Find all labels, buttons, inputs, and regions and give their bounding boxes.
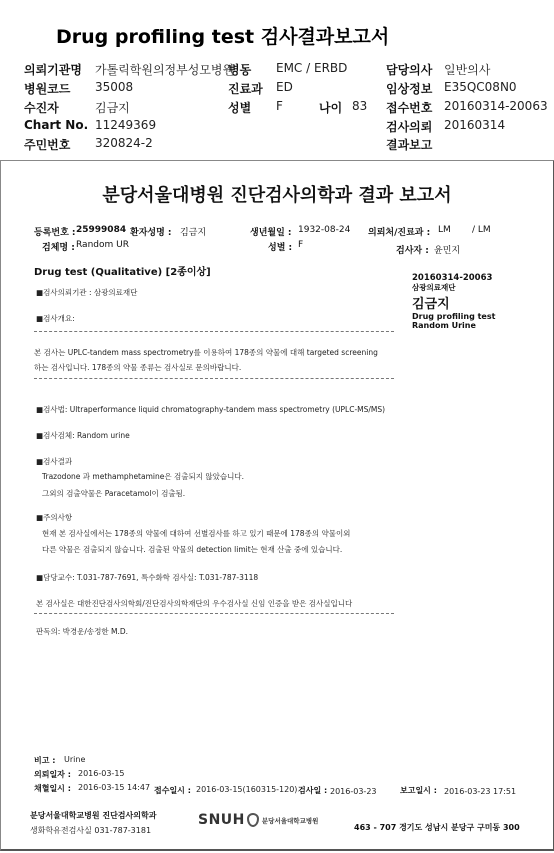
notes-heading: ■주의사항 <box>36 513 73 522</box>
dept-label: 의뢰처/진료과 : <box>368 228 431 238</box>
overview-line: 본 검사는 UPLC-tandem mass spectrometry를 이용하여 178종의 약물에 대해 targeted screening <box>34 348 378 357</box>
patient-label: 환자성명 : <box>130 228 172 238</box>
field-value: 11249369 <box>95 118 157 132</box>
field-value: E35QC08N0 <box>444 80 517 94</box>
logo-text: SNUH <box>198 812 245 828</box>
collect-value: 2016-03-15 14:47 <box>78 783 151 792</box>
receive-value: 2016-03-15(160315-120) <box>196 785 298 794</box>
field-label: 검사의뢰 <box>386 120 433 134</box>
patient-value: 김금지 <box>180 228 207 238</box>
reg-value: 25999084 <box>76 225 127 235</box>
field-label: 수진자 <box>24 101 59 115</box>
result-heading: ■검사결과 <box>36 457 73 466</box>
field-label: 담당의사 <box>386 63 433 77</box>
report-date-value: 2016-03-23 17:51 <box>444 787 517 796</box>
contact-line: ■담당교수: T.031-787-7691, 특수화학 검사실: T.031-787-3118 <box>36 573 259 582</box>
hospital-name: 분당서울대학교병원 진단검사의학과 <box>30 811 157 820</box>
sticker-line: Random Urine <box>412 321 476 330</box>
overview-line: 하는 검사입니다. 178종의 약물 종류는 검사실로 문의바랍니다. <box>34 363 242 372</box>
dob-value: 1932-08-24 <box>298 225 351 235</box>
field-value: 가톨릭학원의정부성모병원 <box>95 63 235 77</box>
sticker-line: 김금지 <box>412 297 450 312</box>
sticker-line: 20160314-20063 <box>412 273 493 283</box>
reader-line: 판독의: 박경운/송정한 M.D. <box>36 627 129 636</box>
snuh-logo <box>198 812 318 828</box>
report-header-title: Drug profiling test 검사결과보고서 <box>56 26 390 48</box>
field-value: 20160314-20063 <box>444 99 548 113</box>
divider <box>34 378 394 379</box>
sticker-line: 삼광의료재단 <box>412 283 456 292</box>
sex-label: 성별 : <box>268 243 293 253</box>
field-value: ED <box>276 80 293 94</box>
collect-label: 채혈일시 : <box>34 784 71 793</box>
divider <box>34 331 394 332</box>
cert-line: 본 검사실은 대한진단검사의학회/진단검사의학재단의 우수검사실 신임 인증을 받은 검사실입니다 <box>36 599 353 608</box>
field-value: EMC / ERBD <box>276 61 348 75</box>
field-value: 김금지 <box>95 101 130 115</box>
specimen-label: 검체명 : <box>42 243 75 253</box>
sex-value: F <box>298 240 304 250</box>
sticker-line: Drug profiling test <box>412 312 496 321</box>
address: 463 - 707 경기도 성남시 분당구 구미동 300 <box>354 823 520 832</box>
dept-value-2: / LM <box>472 225 491 235</box>
remark-value: Urine <box>64 755 86 764</box>
field-label: 성별 <box>228 101 252 115</box>
specimen-sticker <box>412 273 495 330</box>
field-label: Chart No. <box>24 118 89 132</box>
field-label: 결과보고 <box>386 138 433 152</box>
overview-heading: ■검사개요: <box>36 314 75 323</box>
tester-value: 윤민지 <box>434 246 461 256</box>
notes-line: 다른 약물은 검출되지 않습니다. 검출된 약물의 detection limit는 현재 산출 중에 있습니다. <box>42 545 343 554</box>
field-label: 나이 <box>319 101 343 115</box>
field-label: 진료과 <box>228 82 263 96</box>
divider <box>34 613 394 614</box>
request-value: 2016-03-15 <box>78 769 125 778</box>
logo-mark-icon <box>247 813 259 827</box>
specimen-value: Random UR <box>76 240 129 250</box>
field-label: 병동 <box>228 63 252 77</box>
receive-label: 접수일시 : <box>154 786 191 795</box>
field-value: 일반의사 <box>444 63 491 77</box>
logo-subtext: 분당서울대학교병원 <box>261 816 319 825</box>
dept-value: LM <box>438 225 451 235</box>
specimen-line: ■검사검체: Random urine <box>36 431 130 440</box>
test-date-value: 2016-03-23 <box>330 787 377 796</box>
field-value: F <box>276 99 283 113</box>
test-name: Drug test (Qualitative) [2종이상] <box>34 267 211 278</box>
field-label: 의뢰기관명 <box>24 63 82 77</box>
agency-line: ■검사의뢰기관 : 삼광의료재단 <box>36 288 138 297</box>
result-line: 그외의 검출약물은 Paracetamol이 검출됨. <box>42 489 186 498</box>
field-label: 접수번호 <box>386 101 433 115</box>
field-value: 20160314 <box>444 118 506 132</box>
tester-label: 검사자 : <box>396 246 429 256</box>
field-label: 주민번호 <box>24 138 71 152</box>
notes-line: 현재 본 검사실에서는 178종의 약물에 대하여 선별검사를 하고 있기 때문에 178종의 약물이외 <box>42 529 351 538</box>
report-title: 분당서울대병원 진단검사의학과 결과 보고서 <box>102 185 452 206</box>
request-label: 의뢰일자 : <box>34 770 71 779</box>
field-value: 83 <box>352 99 368 113</box>
report-date-label: 보고일시 : <box>400 786 437 795</box>
reg-label: 등록번호 : <box>34 228 76 238</box>
field-value: 35008 <box>95 80 134 94</box>
method-line: ■검사법: Ultraperformance liquid chromatography-tandem mass spectrometry (UPLC-MS/MS) <box>36 405 386 414</box>
dob-label: 생년월일 : <box>250 228 292 238</box>
test-date-label: 검사일 : <box>298 786 328 795</box>
lab-contact: 생화학유전검사실 031-787-3181 <box>30 826 152 835</box>
field-label: 임상정보 <box>386 82 433 96</box>
field-label: 병원코드 <box>24 82 71 96</box>
field-value: 320824-2 <box>95 136 153 150</box>
remark-label: 비고 : <box>34 756 56 765</box>
result-line: Trazodone 과 methamphetamine은 검출되지 않았습니다. <box>42 472 244 481</box>
